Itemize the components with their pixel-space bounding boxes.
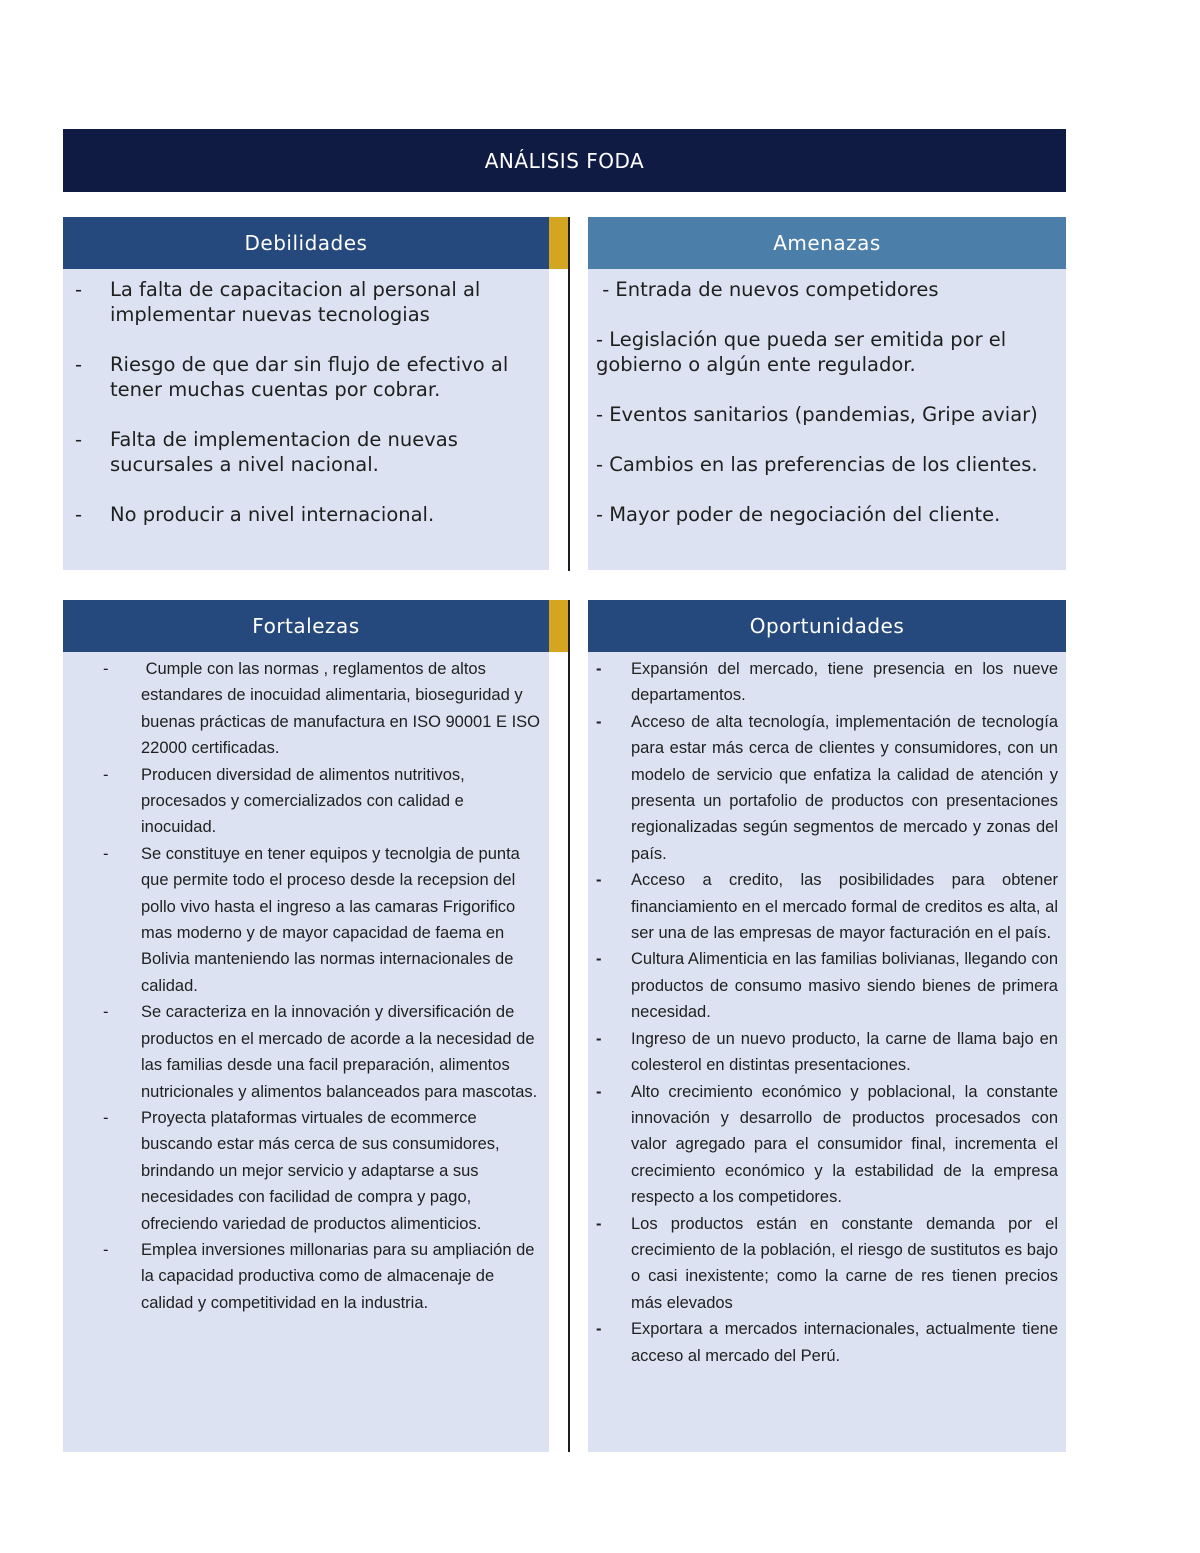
list-item: - Exportara a mercados internacionales, actualmente tiene acceso al mercado del Perú. [596, 1320, 1058, 1365]
debilidades-header: Debilidades [63, 217, 549, 269]
list-item: - Los productos están en constante demanda por el crecimiento de la población, el riesgo de sustitutos es bajo o casi inexistente; como la carne de res tienen precios más elevados [596, 1214, 1058, 1312]
list-item: - Emplea inversiones millonarias para su ampliación de la capacidad productiva como de almacenaje de calidad y competitividad en la industria. [103, 1240, 535, 1312]
list-item: - Riesgo de que dar sin flujo de efectivo al tener muchas cuentas por cobrar. [75, 353, 509, 401]
debilidades-body [63, 269, 549, 570]
oportunidades-header: Oportunidades [588, 600, 1066, 652]
debilidades-panel [63, 217, 549, 570]
amenazas-list [588, 269, 1066, 527]
list-item: - No producir a nivel internacional. [75, 503, 435, 526]
list-item: - Cambios en las preferencias de los clientes. [596, 453, 1038, 476]
amenazas-body [588, 269, 1066, 570]
debilidades-accent [549, 217, 569, 269]
list-item: - Entrada de nuevos competidores [596, 278, 939, 301]
amenazas-header: Amenazas [588, 217, 1066, 269]
list-item: - La falta de capacitacion al personal al implementar nuevas tecnologias [75, 278, 481, 326]
list-item: - Acceso a credito, las posibilidades para obtener financiamiento en el mercado formal de creditos es alta, al ser una de las empresas de mayor facturación en el país. [596, 871, 1058, 943]
list-item: - Se caracteriza en la innovación y diversificación de productos en el mercado de acorde a la necesidad de las familias desde una facil preparación, alimentos nutricionales y alimentos balanceados para mascotas. [103, 1003, 538, 1101]
oportunidades-panel [588, 600, 1066, 1452]
list-item: - Cumple con las normas , reglamentos de altos estandares de inocuidad alimentaria, bioseguridad y buenas prácticas de manufactura en ISO 90001 E ISO 22000 certificadas. [103, 660, 545, 758]
list-item: - Cultura Alimenticia en las familias bolivianas, llegando con productos de consumo masivo siendo bienes de primera necesidad. [596, 950, 1058, 1022]
debilidades-list [63, 269, 549, 527]
list-item: - Acceso de alta tecnología, implementación de tecnología para estar más cerca de clientes y consumidores, con un modelo de servicio que enfatiza la calidad de atención y presenta un portafolio de productos con presentaciones regionalizadas según segmentos de mercado y zonas del país. [596, 712, 1058, 863]
fortalezas-panel [63, 600, 549, 1452]
list-item: - Proyecta plataformas virtuales de ecommerce buscando estar más cerca de sus consumidores, brindando un mejor servicio y adaptarse a sus necesidades con facilidad de compra y pago, ofreciendo variedad de productos alimenticios. [103, 1108, 500, 1233]
fortalezas-body [63, 652, 549, 1452]
list-item: - Legislación que pueda ser emitida por el gobierno o algún ente regulador. [596, 328, 1007, 376]
list-item: - Se constituye en tener equipos y tecnolgia de punta que permite todo el proceso desde la recepsion del pollo vivo hasta el ingreso a las camaras Frigorifico mas moderno y de mayor capacidad de faema en Bolivia manteniendo las normas internacionales de calidad. [103, 844, 520, 995]
list-item: - Expansión del mercado, tiene presencia en los nueve departamentos. [596, 660, 1058, 705]
list-item: - Mayor poder de negociación del cliente. [596, 503, 1001, 526]
fortalezas-list [63, 652, 549, 1316]
page-title: ANÁLISIS FODA [63, 129, 1066, 192]
oportunidades-body [588, 652, 1066, 1452]
list-item: - Falta de implementacion de nuevas sucursales a nivel nacional. [75, 428, 458, 476]
fortalezas-accent [549, 600, 569, 652]
list-item: - Eventos sanitarios (pandemias, Gripe aviar) [596, 403, 1038, 426]
fortalezas-header: Fortalezas [63, 600, 549, 652]
bottom-divider [568, 600, 570, 1452]
list-item: - Alto crecimiento económico y poblacional, la constante innovación y desarrollo de productos procesados con valor agregado para el consumidor final, incrementa el crecimiento económico y la estabilidad de la empresa respecto a los competidores. [596, 1082, 1058, 1207]
list-item: - Ingreso de un nuevo producto, la carne de llama bajo en colesterol en distintas presentaciones. [596, 1029, 1058, 1075]
oportunidades-list [588, 652, 1066, 1369]
amenazas-panel [588, 217, 1066, 570]
list-item: - Producen diversidad de alimentos nutritivos, procesados y comercializados con calidad e inocuidad. [103, 765, 465, 837]
top-divider [568, 217, 570, 571]
